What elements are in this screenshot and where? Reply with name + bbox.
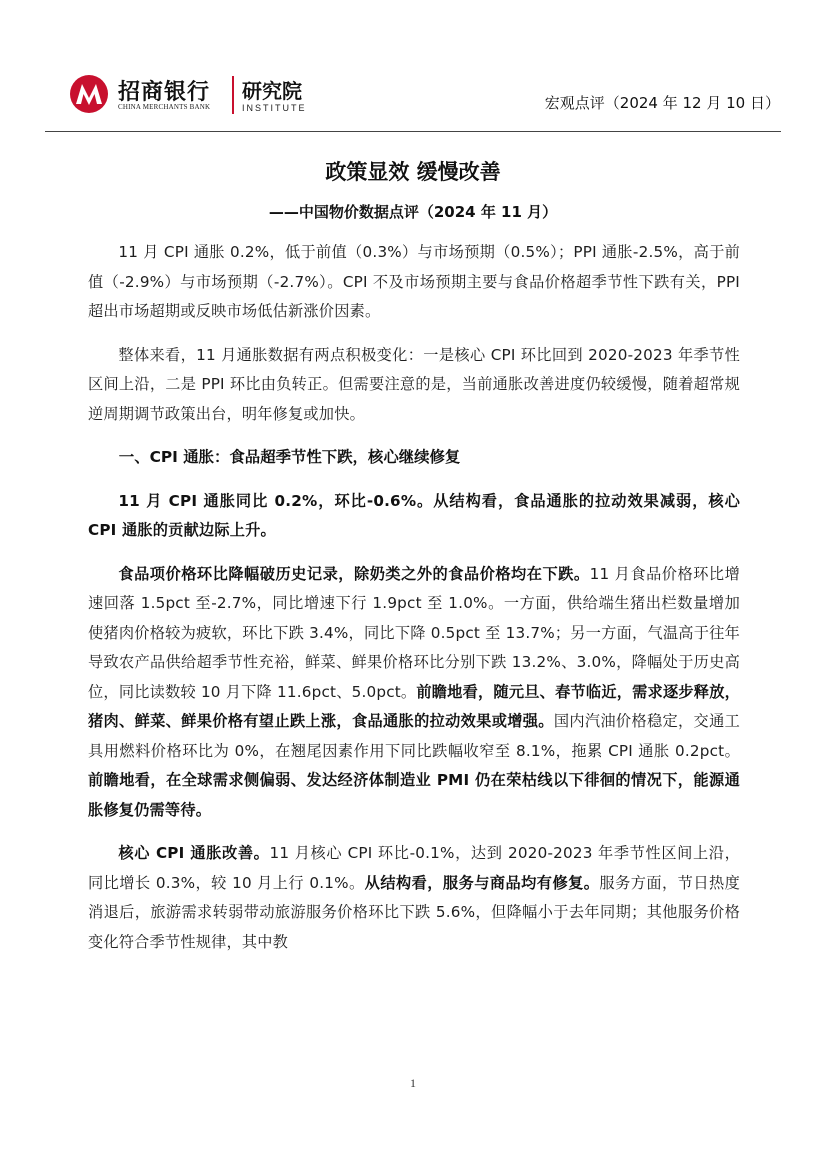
page-header (68, 70, 780, 130)
paragraph-overview: 整体来看，11 月通胀数据有两点积极变化：一是核心 CPI 环比回到 2020-2023 年季节性区间上沿，二是 PPI 环比由负转正。但需要注意的是，当前通胀改善进度仍较缓慢，随着超常规逆周期调节政策出台，明年修复或加快。 (88, 345, 740, 423)
cpi-headline-bold: 11 月 CPI 通胀同比 0.2%，环比-0.6%。从结构看，食品通胀的拉动效果减弱，核心 CPI 通胀的贡献边际上升。 (88, 491, 740, 539)
report-type-date: 宏观点评（2024 年 12 月 10 日） (544, 94, 780, 112)
food-lead-bold: 食品项价格环比降幅破历史记录，除奶类之外的食品价格均在下跌。 (118, 564, 590, 583)
core-detail-text: 11 月核心 CPI 环比-0.1%，达到 2020-2023 年季节性区间上沿，同比增长 0.3%，较 10 月上行 0.1%。 (88, 844, 740, 892)
section-heading-cpi: 一、CPI 通胀：食品超季节性下跌，核心继续修复 (118, 448, 461, 466)
paragraph-summary: 11 月 CPI 通胀 0.2%，低于前值（0.3%）与市场预期（0.5%）；PPI 通胀-2.5%，高于前值（-2.9%）与市场预期（-2.7%）。CPI 不及市场预期主要与食品价格超季节性下跌有关，PPI 超出市场超期或反映市场低估新涨价因素。 (88, 243, 740, 320)
bank-name-en: CHINA MERCHANTS BANK (118, 103, 211, 111)
services-detail-text: 服务方面，节日热度消退后，旅游需求转弱带动旅游服务价格环比下跌 5.6%，但降幅小于去年同期；其他服务价格变化符合季节性规律，其中教 (88, 873, 741, 951)
header-divider (45, 131, 781, 132)
core-structure-bold: 从结构看，服务与商品均有修复。 (364, 873, 600, 892)
cmb-logo-icon (68, 74, 110, 114)
cmb-logo (68, 72, 368, 116)
institute-name-cn: 研究院 (242, 79, 302, 103)
core-lead-bold: 核心 CPI 通胀改善。 (118, 844, 270, 862)
logo-divider (232, 76, 234, 114)
page-number: 1 (410, 1076, 416, 1090)
report-title: 政策显效 缓慢改善 (325, 160, 501, 184)
paragraph-food-prices (88, 560, 740, 826)
energy-outlook-bold: 前瞻地看，在全球需求侧偏弱、发达经济体制造业 PMI 仍在荣枯线以下徘徊的情况下，能源通胀修复仍需等待。 (88, 771, 740, 819)
institute-name-en: INSTITUTE (242, 103, 307, 113)
food-outlook-bold: 前瞻地看，随元旦、春节临近，需求逐步释放，猪肉、鲜菜、鲜果价格有望止跌上涨，食品通胀的拉动效果或增强。 (88, 682, 741, 730)
energy-detail-text: 国内汽油价格稳定，交通工具用燃料价格环比为 0%，在翘尾因素作用下同比跌幅收窄至 8.1%，拖累 CPI 通胀 0.2pct。 (88, 712, 740, 760)
food-detail-text: 11 月食品价格环比增速回落 1.5pct 至-2.7%，同比增速下行 1.9pct 至 1.0%。一方面，供给端生猪出栏数量增加使猪肉价格较为疲软，环比下跌 3.4%，同比下降 0.5pct 至 13.7%；另一方面，气温高于往年导致农产品供给超季节性充裕，鲜菜、鲜果价格环比分别下跌 13.2%、3.0%，降幅处于历史高位，同比读数较 10 月下降 11.6pct、5.0pct。 (88, 564, 740, 701)
paragraph-core-cpi (88, 839, 740, 957)
report-subtitle: ——中国物价数据点评（2024 年 11 月） (268, 203, 558, 221)
report-body (88, 238, 740, 971)
bank-name-cn: 招商银行 (118, 80, 211, 105)
paragraph-cpi-headline (88, 487, 740, 546)
